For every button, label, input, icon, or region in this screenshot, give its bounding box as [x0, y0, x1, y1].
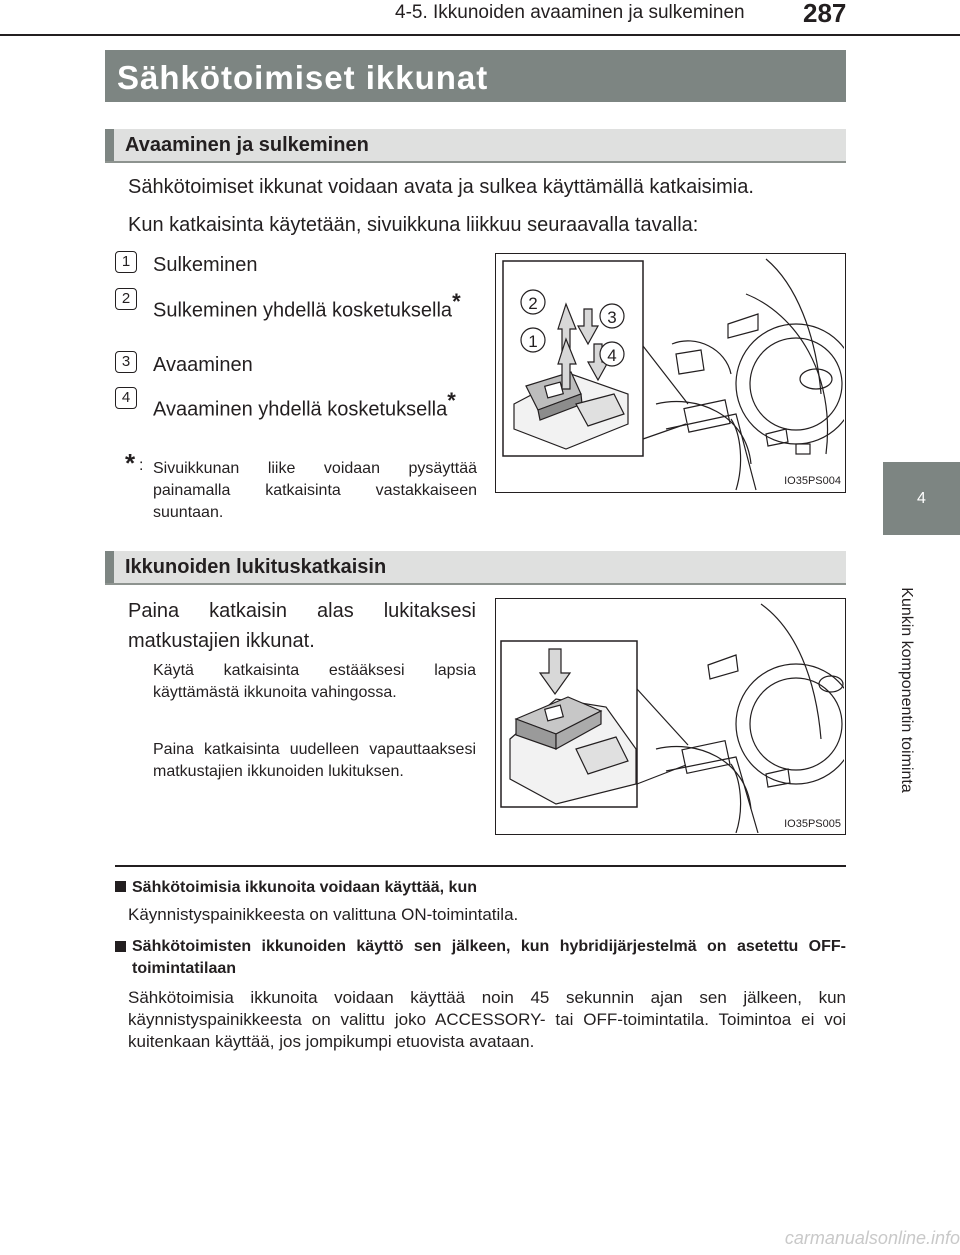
footnote-text: Sivuikkunan liike voidaan pysäyttää painamalla katkaisinta vastakkaiseen suuntaan.	[153, 460, 477, 521]
callout-3: 3	[607, 308, 617, 327]
figure-code: IO35PS004	[784, 475, 841, 487]
footnote	[125, 448, 477, 524]
asterisk-mark: *	[452, 289, 461, 314]
asterisk-mark: *	[447, 388, 456, 413]
list-item	[115, 287, 477, 326]
lock-note-1: Käytä katkaisinta estääksesi lapsia käyttämästä ikkunoita vahingossa.	[153, 662, 476, 701]
step-text-content: Avaaminen yhdellä kosketuksella	[153, 398, 448, 421]
list-item	[115, 250, 477, 280]
lock-note-2: Paina katkaisinta uudelleen vapauttaaksesi matkustajien ikkunoiden lukituksen.	[153, 741, 476, 780]
square-bullet-icon	[115, 881, 126, 892]
heading-stripe	[105, 551, 114, 583]
section-heading-open-close	[105, 129, 846, 163]
note-body: Sähkötoimisia ikkunoita voidaan käyttää noin 45 sekunnin ajan sen jälkeen, kun käynnistyspainikkeesta on valittu joko ACCESSORY- tai OFF-toimintatila. Toimintoa ei voi kuitenkaan käyttää, jos jompikumpi etuovista avataan.	[128, 988, 846, 1051]
page-number: 287	[803, 0, 847, 28]
step-text: Avaaminen	[153, 354, 253, 376]
step-number: 3	[115, 351, 137, 373]
note-heading-text: Sähkötoimisia ikkunoita voidaan käyttää, kun	[132, 879, 477, 896]
section-heading-text: Ikkunoiden lukituskatkaisin	[125, 556, 387, 578]
intro-paragraph-1: Sähkötoimiset ikkunat voidaan avata ja sulkea käyttämällä katkaisimia.	[128, 176, 754, 198]
page-title: Sähkötoimiset ikkunat	[105, 50, 846, 102]
step-number: 4	[115, 387, 137, 409]
step-number: 1	[115, 251, 137, 273]
list-item	[115, 386, 477, 425]
step-text: Sulkeminen	[153, 254, 258, 276]
step-text-content: Sulkeminen yhdellä kosketuksella	[153, 299, 453, 322]
footer-rule	[115, 865, 846, 867]
watermark: carmanualsonline.info	[784, 1228, 960, 1248]
callout-2: 2	[528, 294, 538, 313]
lock-switch-illustration	[496, 599, 844, 833]
step-text	[115, 386, 477, 425]
note-heading	[115, 877, 846, 899]
callout-1: 1	[528, 332, 538, 351]
square-bullet-icon	[115, 941, 126, 952]
step-text	[115, 287, 477, 326]
running-header: 4-5. Ikkunoiden avaaminen ja sulkeminen	[395, 2, 745, 23]
callout-4: 4	[607, 346, 617, 365]
chapter-title-text: Kunkin komponentin toiminta	[898, 587, 915, 793]
footer-note-1	[115, 877, 846, 926]
lock-main-text: Paina katkaisin alas lukitaksesi matkustajien ikkunat.	[128, 600, 476, 652]
list-item	[115, 350, 477, 380]
figure-code: IO35PS005	[784, 818, 841, 830]
section-heading-text: Avaaminen ja sulkeminen	[125, 134, 369, 156]
note-heading-text: Sähkötoimisten ikkunoiden käyttö sen jälkeen, kun hybridijärjestelmä on asetettu OFF-toimintatilaan	[132, 938, 846, 977]
heading-stripe	[105, 129, 114, 161]
figure-window-switch	[495, 253, 846, 493]
figure-lock-switch	[495, 598, 846, 835]
header-rule	[0, 34, 960, 36]
chapter-title-vertical	[886, 550, 926, 830]
step-number: 2	[115, 288, 137, 310]
section-heading-lock-switch	[105, 551, 846, 585]
intro-paragraph-2: Kun katkaisinta käytetään, sivuikkuna liikkuu seuraavalla tavalla:	[128, 214, 699, 236]
note-body: Käynnistyspainikkeesta on valittuna ON-toimintatila.	[128, 905, 519, 924]
chapter-tab: 4	[883, 462, 960, 535]
note-heading	[115, 936, 846, 980]
footnote-colon: :	[139, 457, 144, 474]
footnote-mark: *	[125, 448, 136, 478]
footer-note-2	[115, 936, 846, 1053]
window-switch-illustration	[496, 254, 844, 491]
